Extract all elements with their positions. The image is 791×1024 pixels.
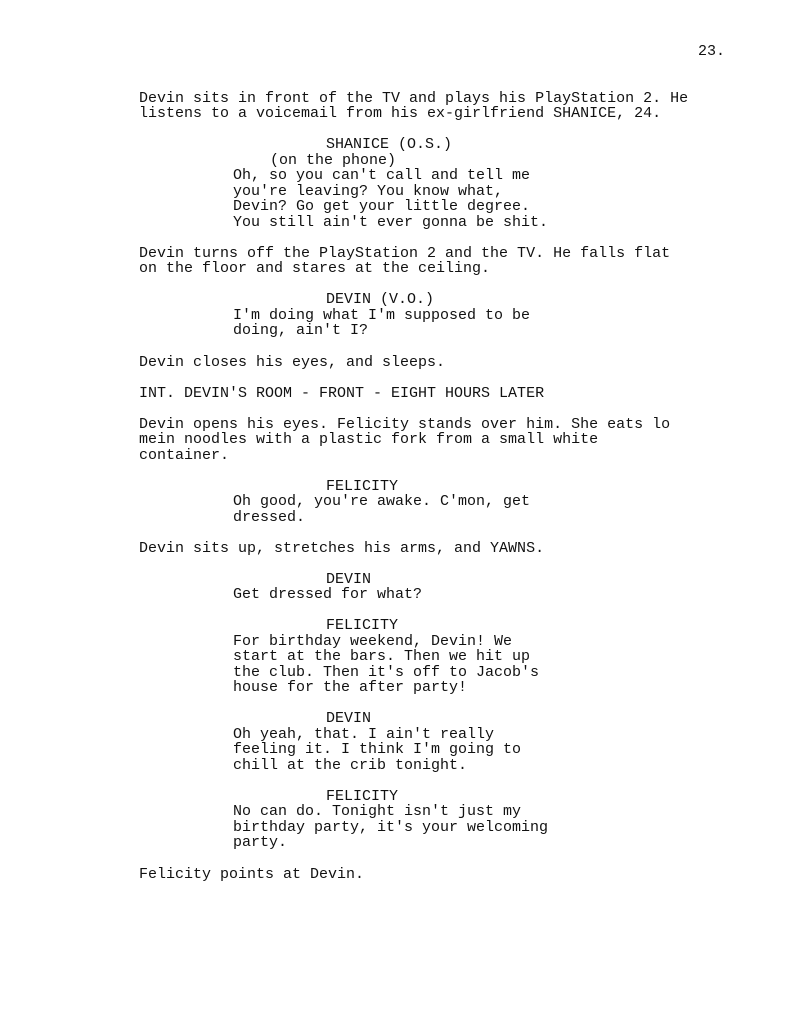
action-line: container. <box>139 447 230 464</box>
character-name: DEVIN <box>326 710 372 727</box>
dialogue-line: Devin? Go get your little degree. <box>233 198 531 215</box>
action-line: Devin turns off the PlayStation 2 and the TV. He falls flat <box>139 245 671 262</box>
character-name: FELICITY <box>326 617 399 634</box>
dialogue-line: For birthday weekend, Devin! We <box>233 633 513 650</box>
character-name: DEVIN (V.O.) <box>326 291 435 308</box>
action-line: Devin opens his eyes. Felicity stands over him. She eats lo <box>139 416 671 433</box>
dialogue-line: you're leaving? You know what, <box>233 183 504 200</box>
dialogue-line: doing, ain't I? <box>233 322 369 339</box>
dialogue-line: dressed. <box>233 509 306 526</box>
dialogue-line: party. <box>233 834 288 851</box>
scene-heading: INT. DEVIN'S ROOM - FRONT - EIGHT HOURS LATER <box>139 385 545 402</box>
action-line: Devin closes his eyes, and sleeps. <box>139 354 446 371</box>
action-line: on the floor and stares at the ceiling. <box>139 260 491 277</box>
dialogue-line: I'm doing what I'm supposed to be <box>233 307 531 324</box>
dialogue-line: feeling it. I think I'm going to <box>233 741 522 758</box>
action-line: Devin sits up, stretches his arms, and YAWNS. <box>139 540 545 557</box>
action-line: mein noodles with a plastic fork from a small white <box>139 431 599 448</box>
dialogue-line: the club. Then it's off to Jacob's <box>233 664 540 681</box>
character-name: SHANICE (O.S.) <box>326 136 453 153</box>
character-name: FELICITY <box>326 788 399 805</box>
action-line: Felicity points at Devin. <box>139 866 365 883</box>
action-line: listens to a voicemail from his ex-girlfriend SHANICE, 24. <box>139 105 662 122</box>
parenthetical: (on the phone) <box>270 152 397 169</box>
character-name: FELICITY <box>326 478 399 495</box>
dialogue-line: chill at the crib tonight. <box>233 757 468 774</box>
dialogue-line: No can do. Tonight isn't just my <box>233 803 522 820</box>
dialogue-line: house for the after party! <box>233 679 468 696</box>
page-number: 23. <box>698 43 726 60</box>
dialogue-line: Oh yeah, that. I ain't really <box>233 726 495 743</box>
dialogue-line: Oh, so you can't call and tell me <box>233 167 531 184</box>
dialogue-line: birthday party, it's your welcoming <box>233 819 549 836</box>
dialogue-line: Oh good, you're awake. C'mon, get <box>233 493 531 510</box>
character-name: DEVIN <box>326 571 372 588</box>
dialogue-line: start at the bars. Then we hit up <box>233 648 531 665</box>
action-line: Devin sits in front of the TV and plays his PlayStation 2. He <box>139 90 689 107</box>
dialogue-line: You still ain't ever gonna be shit. <box>233 214 549 231</box>
dialogue-line: Get dressed for what? <box>233 586 423 603</box>
